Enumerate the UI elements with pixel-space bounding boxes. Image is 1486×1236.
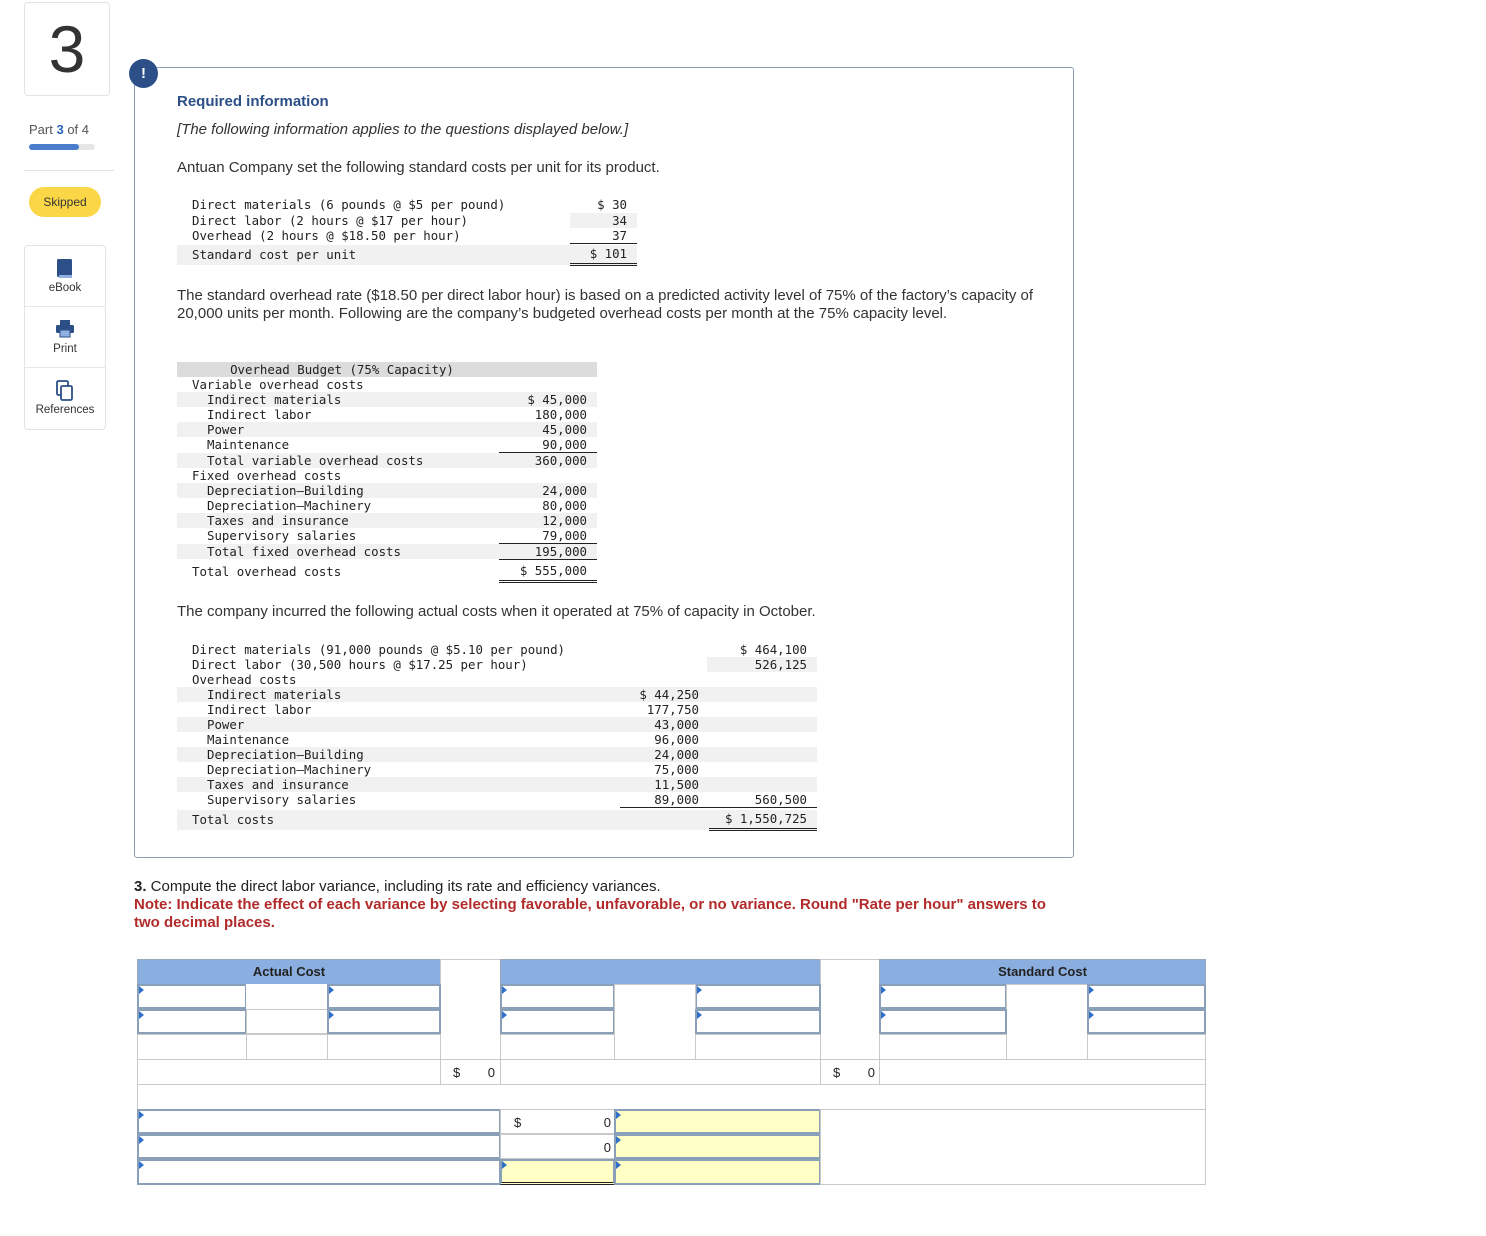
actual-blank-row <box>137 1034 247 1060</box>
status-badge: Skipped <box>29 187 101 217</box>
row-label: Power <box>207 422 245 437</box>
table-row <box>177 687 817 702</box>
table-row <box>177 657 817 672</box>
ebook-label: eBook <box>48 282 82 294</box>
table-row <box>177 377 597 392</box>
tool-panel <box>24 245 106 430</box>
row-label: Depreciation—Building <box>207 483 364 498</box>
standard-total-currency: $ <box>833 1065 841 1080</box>
row-value: 360,000 <box>534 453 587 468</box>
part-current: 3 <box>56 122 64 137</box>
middle-blank-row <box>500 1034 615 1060</box>
row-label: Direct materials (6 pounds @ $5 per pound) <box>192 197 506 212</box>
total-variance-label-input[interactable] <box>137 1159 501 1185</box>
rate-variance-value: 0 <box>603 1115 611 1130</box>
standard-rate-operator-input[interactable] <box>1087 1009 1206 1034</box>
middle-rate-label-input[interactable] <box>500 1009 615 1034</box>
row-value: $ 45,000 <box>527 392 587 407</box>
row-value: 43,000 <box>654 717 699 732</box>
row-value: 24,000 <box>654 747 699 762</box>
header-gap <box>820 959 880 1060</box>
row-label: Depreciation—Machinery <box>207 498 372 513</box>
actual-costs-intro: The company incurred the following actual costs when it operated at 75% of capacity in October. <box>177 603 816 620</box>
table-row <box>177 437 597 452</box>
required-information-title: Required information <box>177 93 329 110</box>
row-label: Direct materials (91,000 pounds @ $5.10 per pound) <box>192 642 565 657</box>
variance-blank-right <box>820 1109 1206 1185</box>
row-label: Total fixed overhead costs <box>207 544 401 559</box>
question-prompt <box>134 878 661 895</box>
applies-note: [The following information applies to the questions displayed below.] <box>177 121 629 138</box>
table-row <box>177 792 817 807</box>
efficiency-variance-label-input[interactable] <box>137 1134 501 1159</box>
overhead-rate-paragraph: The standard overhead rate ($18.50 per direct labor hour) is based on a predicted activity level of 75% of the factory’s capacity of 20,000 units per month. Following are the company’s budgeted overhead costs per month at the 75% capacity level. <box>177 287 1034 322</box>
table-row <box>177 228 637 243</box>
row-value: 24,000 <box>542 483 587 498</box>
row-value: 11,500 <box>654 777 699 792</box>
actual-rate-value <box>246 1009 328 1034</box>
row-value: $ 101 <box>570 245 637 266</box>
actual-cost-header: Actual Cost <box>137 959 441 985</box>
part-suffix: of 4 <box>63 122 89 137</box>
table-row <box>177 213 637 228</box>
standard-hours-value <box>1006 984 1088 1060</box>
table-row <box>177 642 817 657</box>
row-label: Total variable overhead costs <box>207 453 424 468</box>
table-row <box>177 810 817 830</box>
part-progress-fill <box>29 144 79 150</box>
budget-title <box>177 362 597 377</box>
row-value: 195,000 <box>499 544 597 560</box>
row-label: Fixed overhead costs <box>192 468 342 483</box>
row-total: 560,500 <box>709 792 817 808</box>
row-label: Indirect labor <box>207 702 312 717</box>
print-button[interactable] <box>25 307 105 368</box>
row-label: Maintenance <box>207 437 290 452</box>
references-button[interactable] <box>25 368 105 429</box>
table-row <box>177 483 597 498</box>
part-prefix: Part <box>29 122 57 137</box>
table-row <box>177 197 637 212</box>
rail-divider <box>24 170 114 171</box>
table-row <box>177 407 597 422</box>
table-row <box>177 777 817 792</box>
middle-hours-label-input[interactable] <box>500 984 615 1009</box>
actual-blank-row <box>246 1034 328 1060</box>
standard-cost-header: Standard Cost <box>879 959 1206 985</box>
row-label: Indirect materials <box>207 687 342 702</box>
row-total: 526,125 <box>707 657 817 672</box>
row-value: 90,000 <box>499 437 597 453</box>
ebook-button[interactable] <box>25 246 105 307</box>
table-row <box>177 453 597 468</box>
standard-blank-row <box>1087 1034 1206 1060</box>
table-row <box>177 392 597 407</box>
table-row <box>177 528 597 543</box>
row-label: Taxes and insurance <box>207 777 349 792</box>
table-row <box>177 468 597 483</box>
row-label: Depreciation—Building <box>207 747 364 762</box>
row-value: $ 44,250 <box>639 687 699 702</box>
actual-hours-operator-input[interactable] <box>327 984 441 1009</box>
part-indicator <box>29 122 89 137</box>
question-number: 3 <box>24 2 110 96</box>
actual-rate-label-input[interactable] <box>137 1009 247 1034</box>
rate-variance-currency: $ <box>514 1115 522 1130</box>
row-label: Supervisory salaries <box>207 792 357 807</box>
standard-costs-intro: Antuan Company set the following standard costs per unit for its product. <box>177 159 660 176</box>
header-gap <box>440 959 501 1060</box>
row-value: 177,750 <box>646 702 699 717</box>
row-label: Standard cost per unit <box>192 247 357 262</box>
middle-rate-operator-input[interactable] <box>695 1009 821 1034</box>
table-row <box>177 702 817 717</box>
alert-icon: ! <box>129 59 158 88</box>
row-value: 34 <box>570 213 637 228</box>
row-value: 180,000 <box>534 407 587 422</box>
standard-costs-table <box>177 197 637 267</box>
middle-hours-operator-input[interactable] <box>695 984 821 1009</box>
table-row <box>177 717 817 732</box>
row-value: 89,000 <box>620 792 709 808</box>
table-row <box>177 747 817 762</box>
question-number-label: 3. <box>134 878 147 895</box>
table-row <box>177 732 817 747</box>
row-label: Direct labor (30,500 hours @ $17.25 per hour) <box>192 657 528 672</box>
table-row <box>177 762 817 777</box>
actual-costs-table <box>177 642 817 832</box>
standard-rate-label-input[interactable] <box>879 1009 1007 1034</box>
question-body: Compute the direct labor variance, including its rate and efficiency variances. <box>146 878 661 895</box>
row-label: Overhead costs <box>192 672 297 687</box>
table-row <box>177 672 817 687</box>
row-value: 75,000 <box>654 762 699 777</box>
actual-rate-operator-input[interactable] <box>327 1009 441 1034</box>
standard-hours-label-input[interactable] <box>879 984 1007 1009</box>
overhead-budget-table <box>177 362 597 582</box>
standard-blank-row <box>879 1034 1007 1060</box>
references-label: References <box>35 404 95 416</box>
print-label: Print <box>53 343 77 355</box>
row-total: $ 464,100 <box>739 642 807 657</box>
table-row <box>177 422 597 437</box>
middle-rate-value <box>614 984 696 1060</box>
row-value: 45,000 <box>542 422 587 437</box>
question-note: Note: Indicate the effect of each variance by selecting favorable, unfavorable, or no variance. Round "Rate per hour" answers to two decimal places. <box>134 896 1046 931</box>
table-row <box>177 498 597 513</box>
actual-blank-row <box>327 1034 441 1060</box>
row-value: 80,000 <box>542 498 587 513</box>
row-label: Variable overhead costs <box>192 377 364 392</box>
middle-header <box>500 959 821 985</box>
direct-labor-variance-grid <box>137 959 1206 1185</box>
row-label: Indirect materials <box>207 392 342 407</box>
row-value: $ 30 <box>597 197 627 212</box>
standard-hours-operator-input[interactable] <box>1087 984 1206 1009</box>
table-row <box>177 544 597 559</box>
actual-total-currency: $ <box>453 1065 461 1080</box>
row-label: Taxes and insurance <box>207 513 349 528</box>
copy-icon <box>25 380 105 404</box>
actual-total-value: 0 <box>487 1065 495 1080</box>
row-value: 79,000 <box>499 528 597 544</box>
budget-title-text: Overhead Budget (75% Capacity) <box>230 362 454 377</box>
row-label: Overhead (2 hours @ $18.50 per hour) <box>192 228 461 243</box>
row-total: $ 1,550,725 <box>709 810 817 831</box>
totals-row <box>137 1059 1206 1085</box>
row-label: Direct labor (2 hours @ $17 per hour) <box>192 213 469 228</box>
row-value: 37 <box>570 228 637 244</box>
middle-blank-row <box>695 1034 821 1060</box>
total-variance-amount-input[interactable] <box>500 1159 615 1185</box>
row-label: Depreciation—Machinery <box>207 762 372 777</box>
row-label: Power <box>207 717 245 732</box>
row-value: 96,000 <box>654 732 699 747</box>
row-label: Total costs <box>192 812 275 827</box>
rate-variance-effect-select[interactable] <box>614 1109 821 1134</box>
row-value: $ 555,000 <box>499 562 597 583</box>
table-row <box>177 245 637 265</box>
part-progress-bar <box>29 144 95 150</box>
printer-icon <box>25 319 105 343</box>
spacer-row <box>137 1084 1206 1110</box>
row-label: Supervisory salaries <box>207 528 357 543</box>
row-value: 12,000 <box>542 513 587 528</box>
table-row <box>177 562 597 582</box>
standard-total-value: 0 <box>867 1065 875 1080</box>
actual-hours-value <box>246 984 328 1009</box>
actual-hours-label-input[interactable] <box>137 984 247 1009</box>
rate-variance-label-input[interactable] <box>137 1109 501 1134</box>
efficiency-variance-value: 0 <box>603 1140 611 1155</box>
total-variance-effect-select[interactable] <box>614 1159 821 1185</box>
row-label: Maintenance <box>207 732 290 747</box>
row-label: Total overhead costs <box>192 564 342 579</box>
row-label: Indirect labor <box>207 407 312 422</box>
table-row <box>177 513 597 528</box>
book-icon <box>25 258 105 282</box>
efficiency-variance-effect-select[interactable] <box>614 1134 821 1159</box>
